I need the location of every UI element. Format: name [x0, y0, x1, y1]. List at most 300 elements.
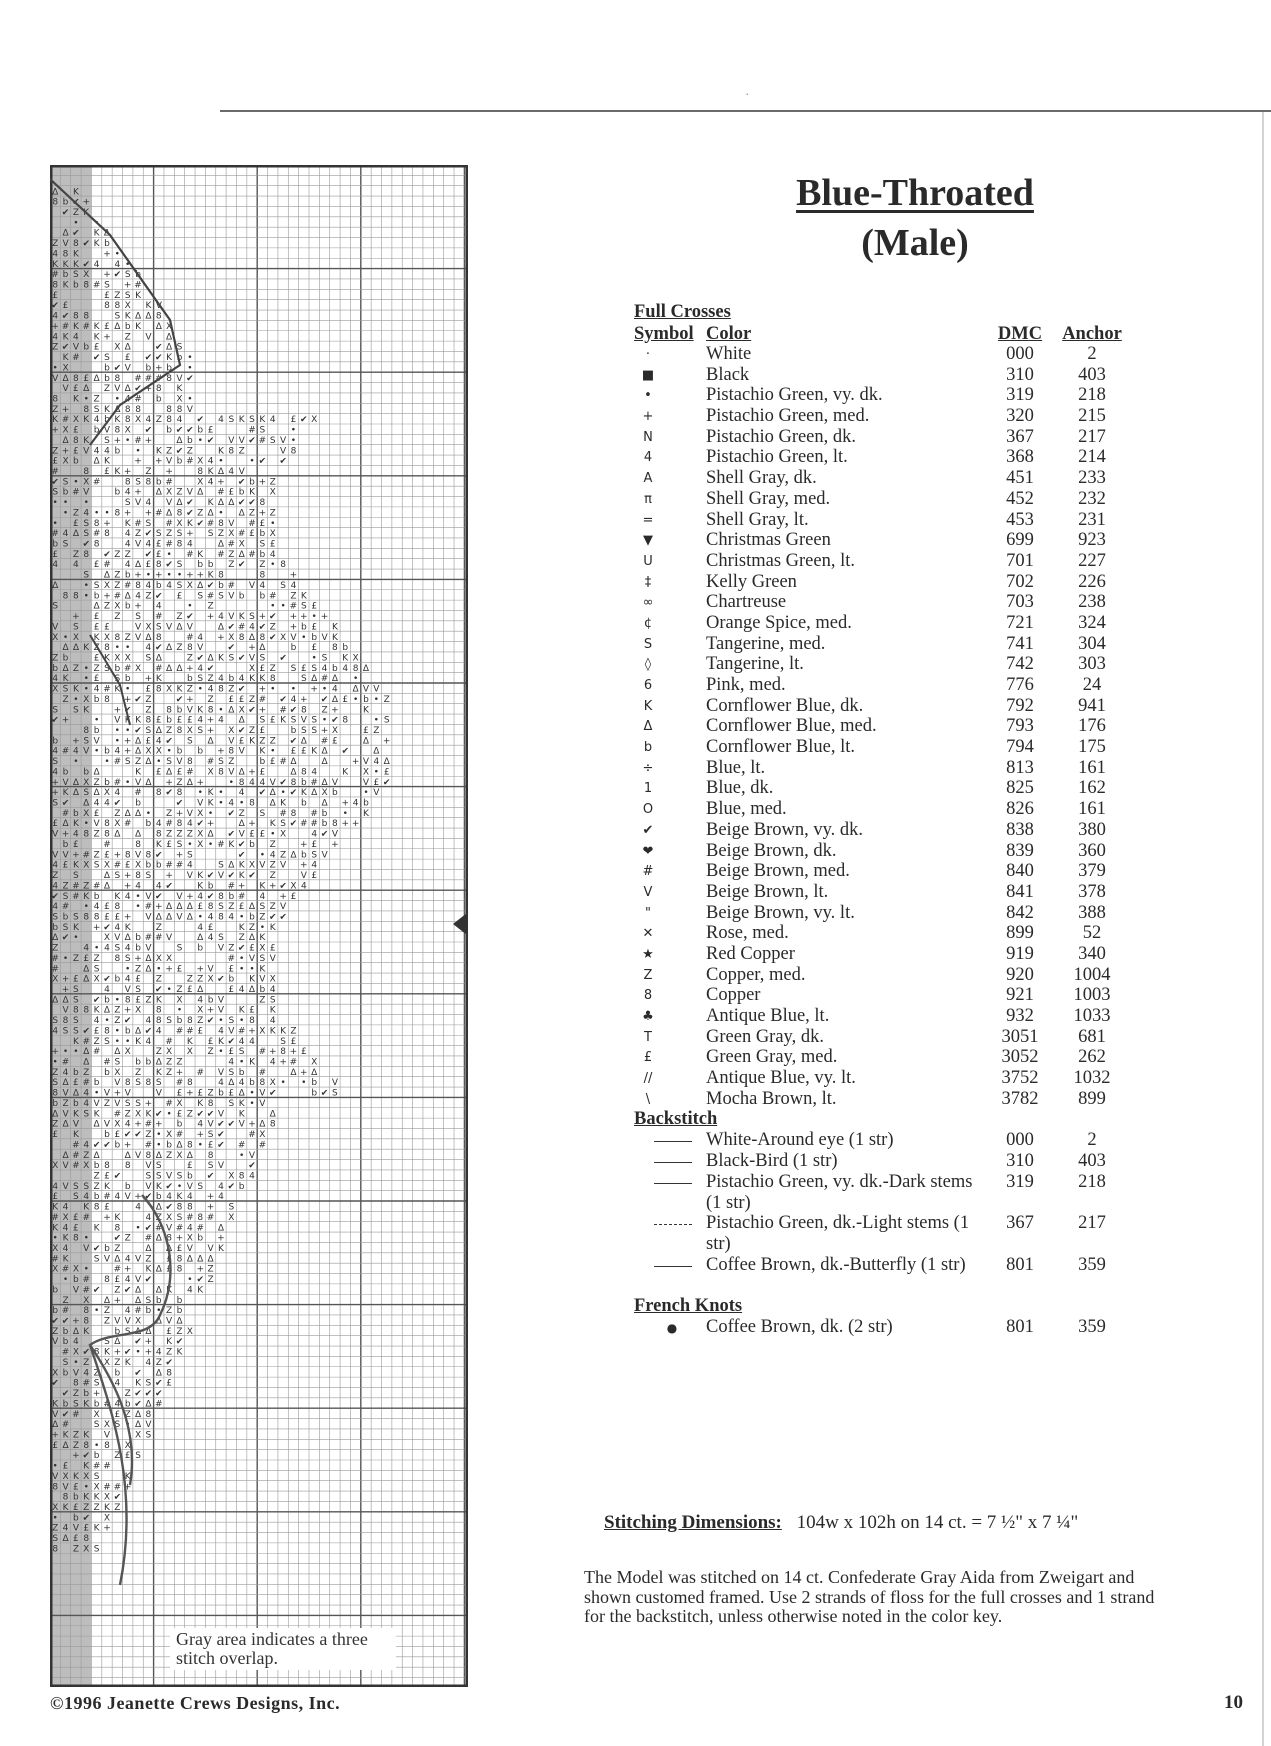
chart-symbol: b: [176, 353, 183, 364]
chart-symbol: S: [124, 953, 131, 964]
key-row: [630, 716, 1190, 737]
chart-symbol: +: [72, 1451, 80, 1462]
chart-symbol: 8: [186, 757, 193, 768]
chart-symbol: Δ: [207, 653, 214, 664]
chart-symbol: X: [52, 1264, 59, 1275]
chart-symbol: 8: [52, 197, 59, 208]
chart-symbol: Z: [166, 1067, 173, 1078]
chart-symbol: K: [300, 591, 307, 602]
page-right-edge: [1262, 112, 1264, 1746]
chart-symbol: K: [269, 922, 276, 933]
chart-symbol: K: [207, 798, 214, 809]
chart-symbol: +: [72, 612, 80, 623]
chart-symbol: #: [82, 321, 91, 332]
chart-symbol: •: [83, 674, 89, 685]
key-anchor: 238: [1078, 592, 1106, 613]
chart-symbol: S: [124, 498, 131, 509]
chart-symbol: K: [331, 632, 338, 643]
key-anchor: 1032: [1073, 1068, 1111, 1089]
chart-symbol: Z: [166, 808, 173, 819]
key-symbol: ❤: [642, 843, 654, 859]
chart-symbol: K: [72, 819, 79, 830]
chart-symbol: 4: [93, 415, 100, 426]
chart-symbol: ✔: [155, 643, 163, 654]
chart-symbol: K: [166, 1337, 173, 1348]
chart-symbol: Δ: [134, 1409, 142, 1420]
chart-symbol: b: [145, 1306, 152, 1317]
chart-symbol: +: [155, 363, 163, 374]
chart-symbol: ✔: [123, 1130, 132, 1141]
chart-symbol: 8: [207, 1098, 214, 1109]
chart-symbol: 8: [104, 1275, 110, 1286]
chart-symbol: S: [124, 757, 131, 768]
chart-symbol: Δ: [62, 1150, 69, 1161]
chart-symbol: +: [186, 529, 194, 540]
chart-symbol: K: [72, 1109, 79, 1120]
chart-symbol: 8: [186, 1078, 193, 1089]
chart-symbol: ✔: [165, 881, 173, 892]
chart-symbol: K: [93, 239, 100, 250]
chart-symbol: #: [237, 622, 246, 633]
key-symbol: U: [643, 553, 653, 569]
chart-symbol: 8: [83, 726, 90, 736]
chart-symbol: X: [134, 1005, 142, 1016]
chart-symbol: b: [187, 435, 193, 446]
chart-symbol: 8: [176, 1254, 183, 1265]
chart-symbol: S: [155, 622, 162, 633]
chart-symbol: Z: [72, 549, 79, 560]
chart-symbol: 4: [124, 539, 131, 550]
chart-symbol: S: [207, 529, 214, 540]
chart-symbol: 4: [197, 715, 204, 726]
chart-symbol: V: [114, 933, 121, 944]
chart-symbol: Z: [269, 736, 276, 747]
chart-symbol: •: [52, 518, 58, 529]
chart-symbol: Δ: [103, 228, 111, 239]
key-symbol: K: [643, 698, 653, 714]
chart-symbol: £: [93, 560, 100, 571]
key-color-name: Black: [706, 364, 750, 385]
chart-symbol: +: [144, 674, 153, 685]
chart-symbol: Z: [186, 684, 193, 695]
chart-symbol: 8: [176, 508, 183, 519]
chart-symbol: V: [186, 404, 193, 415]
chart-symbol: ✔: [134, 694, 142, 705]
chart-symbol: 8: [176, 404, 183, 415]
chart-symbol: 8: [166, 1233, 173, 1244]
key-dmc: 310: [1006, 364, 1034, 385]
chart-symbol: K: [62, 332, 69, 343]
chart-symbol: Δ: [269, 798, 276, 809]
chart-symbol: K: [249, 487, 255, 498]
chart-symbol: #: [51, 529, 59, 540]
chart-symbol: S: [73, 871, 79, 882]
chart-symbol: Z: [72, 1544, 79, 1555]
chart-symbol: +: [134, 1192, 142, 1203]
chart-symbol: 4: [186, 819, 193, 830]
chart-symbol: K: [93, 1523, 100, 1534]
chart-symbol: S: [104, 435, 110, 446]
chart-symbol: ✔: [155, 1109, 163, 1120]
french-knot-label: Coffee Brown, dk. (2 str): [706, 1316, 893, 1337]
stitching-dimensions-value: 104w x 102h on 14 ct. = 7 ½" x 7 ¼": [796, 1512, 1079, 1533]
key-color-name: Beige Brown, dk.: [706, 840, 837, 861]
key-anchor: 231: [1078, 509, 1106, 530]
backstitch-line-sample: [654, 1224, 692, 1225]
chart-symbol: 4: [269, 1057, 276, 1068]
chart-symbol: •: [114, 249, 120, 260]
chart-symbol: V: [134, 1150, 142, 1161]
chart-symbol: X: [134, 415, 142, 426]
chart-symbol: V: [269, 777, 276, 788]
chart-symbol: Δ: [134, 746, 142, 757]
chart-symbol: b: [73, 1098, 79, 1109]
chart-symbol: X: [145, 746, 152, 757]
chart-symbol: S: [52, 705, 59, 716]
chart-symbol: •: [62, 1275, 69, 1286]
chart-symbol: V: [176, 373, 183, 384]
chart-symbol: V: [124, 985, 131, 995]
chart-symbol: X: [83, 694, 90, 705]
chart-symbol: •: [83, 498, 89, 509]
chart-symbol: X: [176, 518, 183, 529]
chart-symbol: #: [289, 601, 298, 612]
chart-symbol: 8: [249, 798, 255, 809]
chart-symbol: S: [114, 1057, 121, 1068]
chart-symbol: K: [135, 715, 142, 726]
chart-symbol: #: [82, 1212, 91, 1223]
chart-symbol: b: [155, 1192, 162, 1203]
chart-symbol: Δ: [134, 560, 142, 571]
chart-symbol: #: [61, 1306, 70, 1317]
chart-symbol: +: [186, 1088, 194, 1099]
chart-symbol: K: [249, 736, 255, 747]
chart-symbol: ✔: [248, 1161, 256, 1172]
chart-symbol: ✔: [331, 715, 339, 726]
chart-symbol: £: [52, 1130, 59, 1141]
chart-symbol: X: [93, 974, 100, 985]
chart-symbol: 4: [166, 580, 173, 591]
chart-symbol: V: [155, 1088, 162, 1099]
chart-symbol: +: [341, 798, 350, 809]
chart-symbol: S: [145, 1430, 152, 1441]
chart-symbol: £: [52, 1440, 59, 1451]
chart-symbol: Z: [114, 290, 121, 301]
chart-symbol: 8: [290, 808, 297, 819]
chart-symbol: K: [72, 1471, 79, 1482]
chart-symbol: +: [123, 1005, 132, 1016]
chart-symbol: S: [218, 860, 224, 871]
chart-symbol: 8: [155, 788, 162, 799]
chart-symbol: Δ: [72, 1088, 79, 1099]
chart-symbol: K: [238, 612, 245, 623]
chart-symbol: V: [280, 860, 287, 871]
chart-symbol: b: [104, 415, 110, 426]
chart-symbol: Z: [72, 663, 79, 674]
key-symbol: π: [644, 491, 652, 507]
chart-symbol: #: [175, 1130, 184, 1141]
chart-symbol: •: [114, 1036, 120, 1047]
chart-symbol: K: [93, 321, 100, 332]
chart-symbol: V: [280, 446, 287, 457]
chart-symbol: #: [134, 280, 142, 291]
chart-symbol: b: [83, 1389, 90, 1400]
chart-symbol: #: [134, 788, 142, 799]
chart-symbol: +: [175, 850, 184, 861]
key-color-name: Pistachio Green, med.: [706, 406, 870, 427]
chart-symbol: ✔: [217, 974, 225, 985]
chart-symbol: K: [259, 415, 266, 426]
chart-symbol: S: [228, 415, 235, 426]
chart-symbol: V: [248, 1150, 256, 1161]
chart-symbol: #: [186, 767, 194, 778]
chart-symbol: +: [61, 829, 70, 840]
chart-symbol: K: [93, 632, 100, 643]
chart-symbol: 8: [207, 705, 214, 716]
chart-symbol: #: [123, 819, 132, 830]
chart-symbol: 4: [259, 777, 266, 788]
chart-symbol: •: [83, 394, 89, 405]
chart-symbol: 4: [93, 446, 100, 457]
chart-symbol: ✔: [155, 891, 163, 902]
chart-symbol: b: [93, 1078, 100, 1089]
chart-symbol: Δ: [134, 1420, 142, 1431]
chart-symbol: ✔: [82, 539, 91, 550]
chart-symbol: 4: [124, 1119, 131, 1130]
chart-symbol: S: [176, 529, 183, 540]
key-dmc: 842: [1006, 902, 1034, 923]
chart-symbol: X: [259, 1130, 266, 1141]
chart-symbol: 4: [238, 1078, 245, 1089]
backstitch-anchor: 217: [1078, 1213, 1106, 1234]
chart-symbol: £: [145, 560, 152, 571]
chart-symbol: £: [52, 549, 59, 560]
chart-symbol: ✔: [113, 1171, 122, 1182]
chart-symbol: •: [228, 777, 234, 788]
chart-symbol: 8: [155, 560, 162, 571]
chart-symbol: Z: [124, 1233, 131, 1244]
key-row: [630, 675, 1190, 696]
chart-symbol: Z: [52, 1326, 59, 1337]
chart-symbol: Δ: [52, 187, 59, 198]
chart-symbol: •: [218, 1016, 224, 1027]
chart-symbol: Δ: [207, 508, 214, 519]
chart-symbol: Δ: [83, 1057, 90, 1068]
chart-symbol: 8: [83, 549, 90, 560]
chart-symbol: K: [155, 446, 162, 457]
chart-symbol: ✔: [82, 239, 91, 250]
chart-symbol: Δ: [228, 498, 235, 509]
key-symbol: //: [643, 1071, 653, 1087]
chart-symbol: b: [135, 270, 141, 281]
chart-symbol: b: [52, 539, 59, 550]
chart-symbol: ✔: [227, 643, 236, 654]
chart-symbol: 4: [269, 1016, 276, 1027]
chart-symbol: •: [197, 435, 203, 446]
stitching-dimensions: [604, 1512, 1078, 1534]
chart-symbol: S: [83, 1181, 90, 1192]
chart-symbol: V: [228, 435, 235, 446]
chart-symbol: X: [176, 995, 183, 1006]
key-anchor: 161: [1078, 757, 1106, 778]
backstitch-dmc: 367: [1006, 1213, 1034, 1234]
chart-symbol: +: [103, 332, 111, 343]
chart-symbol: S: [145, 726, 152, 736]
chart-symbol: V: [93, 819, 100, 830]
chart-symbol: Δ: [83, 1047, 90, 1058]
chart-symbol: b: [332, 788, 338, 799]
key-color-name: Cornflower Blue, med.: [706, 716, 877, 737]
chart-symbol: Z: [145, 591, 152, 602]
chart-symbol: V: [228, 767, 235, 778]
chart-symbol: ✔: [92, 995, 101, 1006]
chart-symbol: •: [270, 746, 276, 757]
key-anchor: 262: [1078, 1047, 1106, 1068]
stitching-dimensions-label: Stitching Dimensions:: [604, 1512, 782, 1533]
chart-symbol: V: [103, 425, 111, 436]
chart-symbol: S: [311, 850, 318, 861]
chart-symbol: #: [227, 580, 236, 591]
chart-symbol: ✔: [61, 311, 70, 322]
chart-symbol: •: [166, 1109, 172, 1120]
chart-symbol: 4: [207, 477, 214, 488]
chart-symbol: ✔: [175, 694, 184, 705]
key-row: [630, 572, 1190, 593]
chart-symbol: Δ: [238, 767, 245, 778]
key-dmc: 453: [1006, 509, 1034, 530]
chart-symbol: £: [176, 767, 183, 778]
chart-symbol: b: [62, 197, 69, 208]
chart-symbol: •: [176, 570, 183, 581]
chart-symbol: S: [218, 591, 224, 602]
chart-symbol: £: [124, 1451, 131, 1462]
chart-symbol: Z: [52, 943, 59, 954]
chart-symbol: Δ: [166, 912, 173, 923]
chart-symbol: •: [249, 1088, 255, 1099]
chart-symbol: •: [125, 643, 131, 654]
chart-symbol: b: [124, 1399, 131, 1410]
chart-symbol: S: [52, 798, 59, 809]
chart-symbol: S: [197, 591, 204, 602]
chart-symbol: ✔: [382, 777, 391, 788]
chart-symbol: Δ: [197, 933, 204, 944]
chart-symbol: Z: [259, 736, 266, 747]
chart-symbol: 8: [124, 1078, 131, 1089]
chart-symbol: 4: [259, 891, 266, 902]
chart-symbol: £: [228, 1047, 235, 1058]
chart-symbol: #: [61, 1264, 70, 1275]
chart-symbol: +: [134, 570, 142, 581]
chart-symbol: V: [83, 487, 90, 498]
chart-symbol: b: [104, 777, 110, 788]
chart-symbol: Δ: [248, 632, 256, 643]
chart-symbol: K: [72, 249, 79, 260]
chart-symbol: K: [197, 1285, 204, 1296]
page-number: 10: [1224, 1692, 1243, 1713]
chart-symbol: Δ: [352, 684, 359, 695]
chart-symbol: V: [124, 1088, 131, 1099]
chart-symbol: K: [176, 684, 183, 695]
chart-symbol: +: [51, 1430, 59, 1441]
chart-symbol: V: [134, 777, 142, 788]
chart-symbol: 4: [104, 798, 110, 809]
chart-symbol: K: [104, 1347, 110, 1358]
chart-symbol: 8: [290, 777, 297, 788]
chart-symbol: •: [187, 1275, 193, 1286]
chart-symbol: Δ: [52, 1109, 59, 1120]
chart-symbol: b: [155, 477, 162, 488]
chart-symbol: X: [166, 487, 173, 498]
chart-symbol: S: [280, 580, 286, 591]
key-symbol: 1: [643, 781, 653, 797]
chart-symbol: K: [207, 788, 214, 799]
chart-symbol: X: [93, 1409, 100, 1420]
chart-symbol: Z: [321, 705, 328, 716]
chart-symbol: V: [103, 1119, 111, 1130]
chart-symbol: K: [104, 456, 110, 467]
chart-symbol: b: [73, 280, 79, 291]
key-color-name: Shell Gray, lt.: [706, 509, 809, 530]
chart-symbol: +: [248, 1026, 256, 1037]
chart-symbol: ✔: [82, 1451, 91, 1462]
chart-symbol: •: [290, 425, 297, 436]
chart-symbol: +: [165, 777, 173, 788]
chart-symbol: b: [311, 1078, 318, 1089]
key-dmc: 320: [1006, 406, 1034, 427]
chart-symbol: £: [155, 539, 162, 550]
chart-symbol: £: [83, 953, 90, 964]
chart-symbol: ✔: [227, 871, 236, 882]
chart-symbol: Z: [114, 1285, 121, 1296]
chart-symbol: Z: [124, 549, 131, 560]
key-color-name: Pistachio Green, vy. dk.: [706, 385, 883, 406]
chart-symbol: +: [237, 881, 246, 892]
chart-symbol: K: [280, 715, 287, 726]
chart-symbol: X: [134, 663, 142, 674]
chart-symbol: 8: [83, 1306, 90, 1317]
key-anchor: 1004: [1073, 964, 1111, 985]
chart-symbol: #: [165, 539, 173, 550]
chart-symbol: 4: [62, 1523, 69, 1534]
chart-symbol: S: [93, 404, 100, 415]
chart-symbol: Z: [259, 560, 266, 571]
key-symbol: ★: [642, 946, 654, 962]
chart-symbol: X: [186, 726, 193, 736]
chart-symbol: V: [176, 891, 183, 902]
chart-symbol: b: [93, 694, 100, 705]
chart-symbol: +: [196, 777, 204, 788]
chart-symbol: X: [228, 726, 235, 736]
chart-symbol: +: [289, 1047, 298, 1058]
chart-symbol: Z: [166, 726, 173, 736]
chart-symbol: X: [52, 1503, 59, 1513]
chart-symbol: +: [82, 197, 91, 208]
chart-symbol: S: [187, 850, 193, 861]
chart-symbol: 4: [197, 995, 204, 1006]
chart-symbol: 4: [145, 415, 152, 426]
chart-symbol: £: [197, 902, 204, 913]
key-symbol: T: [644, 1029, 652, 1045]
key-symbol: =: [642, 512, 654, 528]
chart-symbol: Z: [145, 1254, 152, 1265]
chart-symbol: #: [217, 549, 225, 560]
chart-symbol: Z: [114, 549, 121, 560]
chart-symbol: #: [227, 881, 236, 892]
chart-symbol: #: [61, 746, 70, 757]
chart-symbol: Δ: [145, 311, 152, 322]
chart-symbol: Z: [103, 1098, 111, 1109]
chart-symbol: £: [62, 860, 69, 871]
